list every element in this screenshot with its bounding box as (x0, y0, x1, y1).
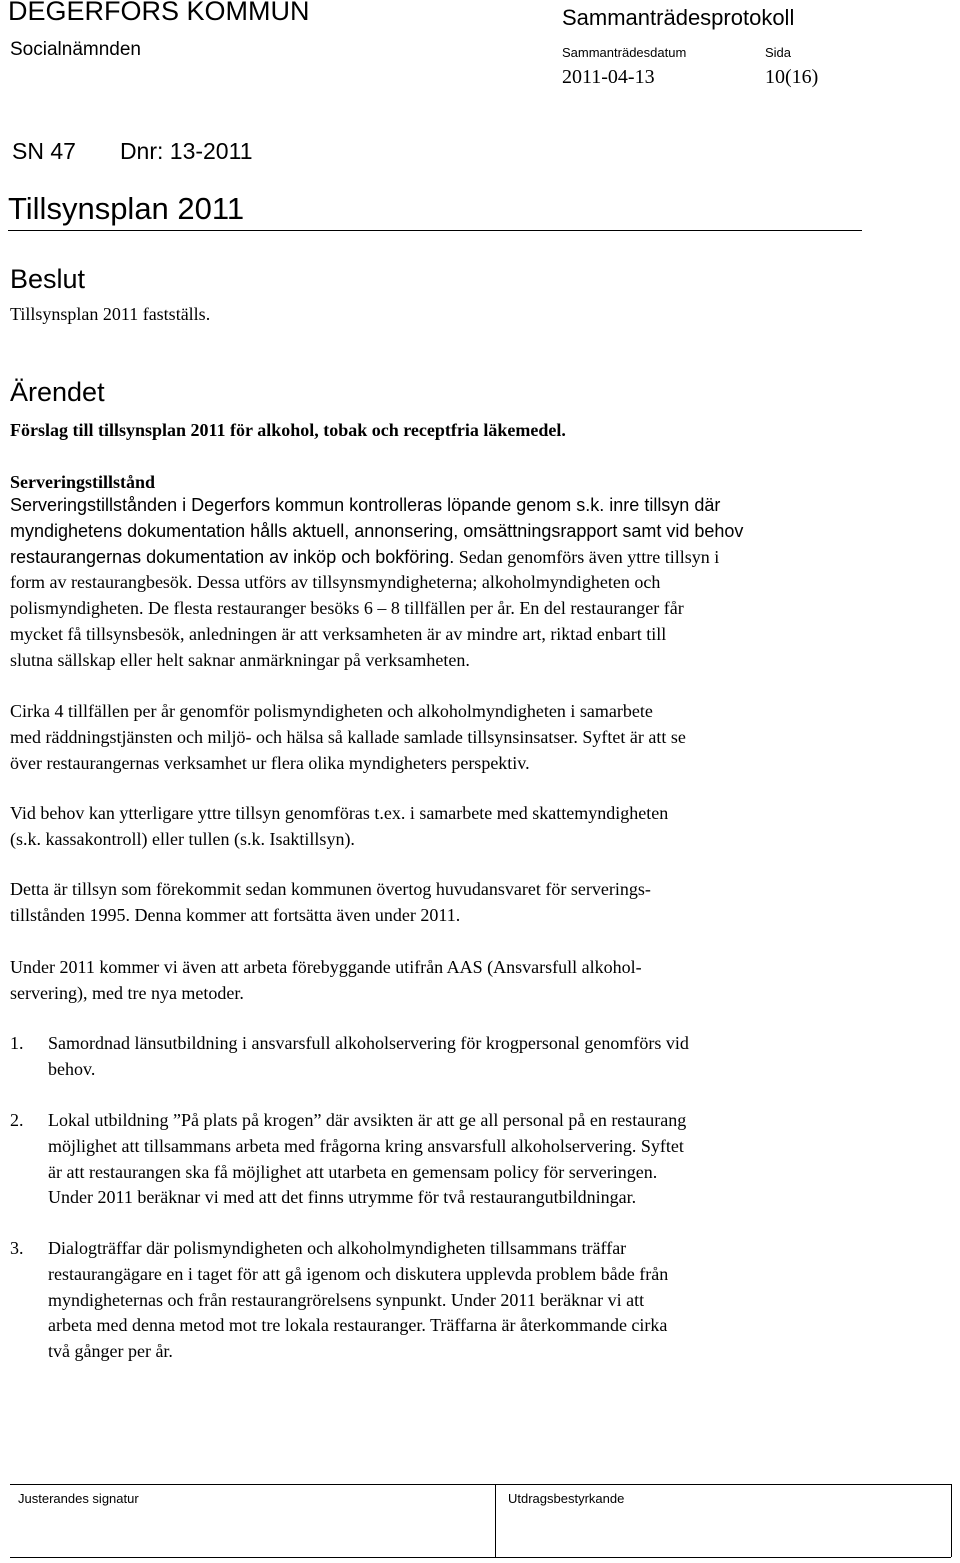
paragraph-line: Serveringstillstånden i Degerfors kommun kontrolleras löpande genom s.k. inre tillsyn där (10, 495, 721, 515)
arendet-subtitle: Förslag till tillsynsplan 2011 för alkohol, tobak och receptfria läkemedel. (10, 420, 566, 440)
paragraph-line: tillstånden 1995. Denna kommer att fortsätta även under 2011. (10, 904, 461, 925)
list-item-number: 3. (10, 1238, 24, 1258)
paragraph-line: form av restaurangbesök. Dessa utförs av tillsynsmyndigheterna; alkoholmyndigheten och (10, 572, 661, 593)
heading-arendet: Ärendet (10, 377, 105, 407)
list-item (48, 1031, 858, 1083)
paragraph-line: mycket få tillsynsbesök, anledningen är att verksamheten är av mindre art, riktad enbart till (10, 623, 667, 644)
list-item-line: behov. (48, 1058, 96, 1079)
meeting-date-value: 2011-04-13 (562, 66, 655, 88)
list-item (48, 1236, 858, 1365)
paragraph-line: Detta är tillsyn som förekommit sedan kommunen övertog huvudansvaret för serverings- (10, 879, 651, 899)
title-block (8, 190, 862, 231)
list-item-line: arbeta med denna metod mot tre lokala restauranger. Träffarna är återkommande cirka (48, 1315, 668, 1336)
case-reference (12, 136, 252, 166)
paragraph-line: Vid behov kan ytterligare yttre tillsyn genomföras t.ex. i samarbete med skattemyndigheten (10, 803, 669, 823)
document-title: Tillsynsplan 2011 (8, 191, 245, 226)
case-number: SN 47 (12, 138, 76, 164)
paragraph-line: med räddningstjänsten och miljö- och hälsa så kallade samlade tillsynsinsatser. Syftet är att se (10, 726, 686, 747)
paragraph-line: myndighetens dokumentation hålls aktuell, annonsering, omsättningsrapport samt vid behov (10, 520, 744, 541)
signature-label: Justerandes signatur (18, 1491, 139, 1506)
list-item-line: Samordnad länsutbildning i ansvarsfull alkoholservering för krogpersonal genomförs vid (48, 1033, 689, 1053)
paragraph-line: slutna sällskap eller helt saknar anmärkningar på verksamheten. (10, 649, 470, 670)
paragraph-line: restaurangernas dokumentation av inköp och bokföring. Sedan genomförs även yttre tillsyn i (10, 546, 720, 567)
extract-label: Utdragsbestyrkande (508, 1491, 625, 1506)
list-item-line: är att restaurangen ska få möjlighet att utarbeta en gemensam policy för serveringen. (48, 1161, 658, 1182)
list-item-line: två gånger per år. (48, 1341, 173, 1362)
case-dnr: Dnr: 13-2011 (119, 138, 253, 164)
footer-top-rule (10, 1484, 951, 1485)
document-type: Sammanträdesprotokoll (562, 5, 795, 30)
paragraph-line: servering), med tre nya metoder. (10, 982, 244, 1003)
footer-bottom-rule (10, 1557, 951, 1558)
paragraph-tillsyn (10, 493, 855, 674)
heading-serveringstillstand: Serveringstillstånd (10, 472, 156, 492)
meeting-date-label: Sammanträdesdatum (562, 45, 687, 60)
intro-text: Serveringstillstånden i Degerfors kommun kontrolleras löpande genom s.k. (10, 495, 605, 515)
list-item-line: Lokal utbildning ”På plats på krogen” där avsikten är att ge all personal på en restaurang (48, 1110, 687, 1130)
list-item-line: restaurangägare en i taget för att gå igenom och diskutera upplevda problem både från (48, 1263, 669, 1284)
list-item (48, 1108, 858, 1211)
page-label: Sida (765, 45, 792, 60)
list-item-number: 1. (10, 1033, 24, 1053)
list-item-line: Under 2011 beräknar vi med att det finns utrymme för två restaurangutbildningar. (48, 1187, 637, 1208)
org-name: DEGERFORS KOMMUN (8, 0, 310, 26)
paragraph-line: över restaurangernas verksamhet ur flera olika myndigheters perspektiv. (10, 752, 530, 773)
list-item-line: myndigheternas och från restaurangrörelsens synpunkt. Under 2011 beräknar vi att (48, 1289, 645, 1310)
paragraph-huvudansvar (10, 877, 855, 929)
list-item-number: 2. (10, 1110, 24, 1130)
list-item-line: Dialogträffar där polismyndigheten och alkoholmyndigheten tillsammans träffar (48, 1238, 627, 1258)
paragraph-samlade-insatser (10, 699, 855, 776)
heading-beslut: Beslut (10, 264, 86, 294)
list-item-line: möjlighet att tillsammans arbeta med frågorna kring ansvarsfull alkoholservering. Syftet (48, 1135, 684, 1156)
paragraph-line: Under 2011 kommer vi även att arbeta förebyggande utifrån AAS (Ansvarsfull alkohol- (10, 957, 642, 977)
page-value: 10(16) (765, 66, 819, 88)
paragraph-aas (10, 955, 855, 1007)
paragraph-line: (s.k. kassakontroll) eller tullen (s.k. Isaktillsyn). (10, 828, 355, 849)
paragraph-line: polismyndigheten. De flesta restauranger besöks 6 – 8 tillfällen per år. En del restauranger får (10, 598, 684, 619)
beslut-text: Tillsynsplan 2011 fastställs. (10, 304, 211, 324)
paragraph-line: Cirka 4 tillfällen per år genomför polismyndigheten och alkoholmyndigheten i samarbete (10, 701, 653, 721)
committee-name: Socialnämnden (10, 39, 141, 60)
paragraph-yttre-tillsyn (10, 801, 855, 853)
